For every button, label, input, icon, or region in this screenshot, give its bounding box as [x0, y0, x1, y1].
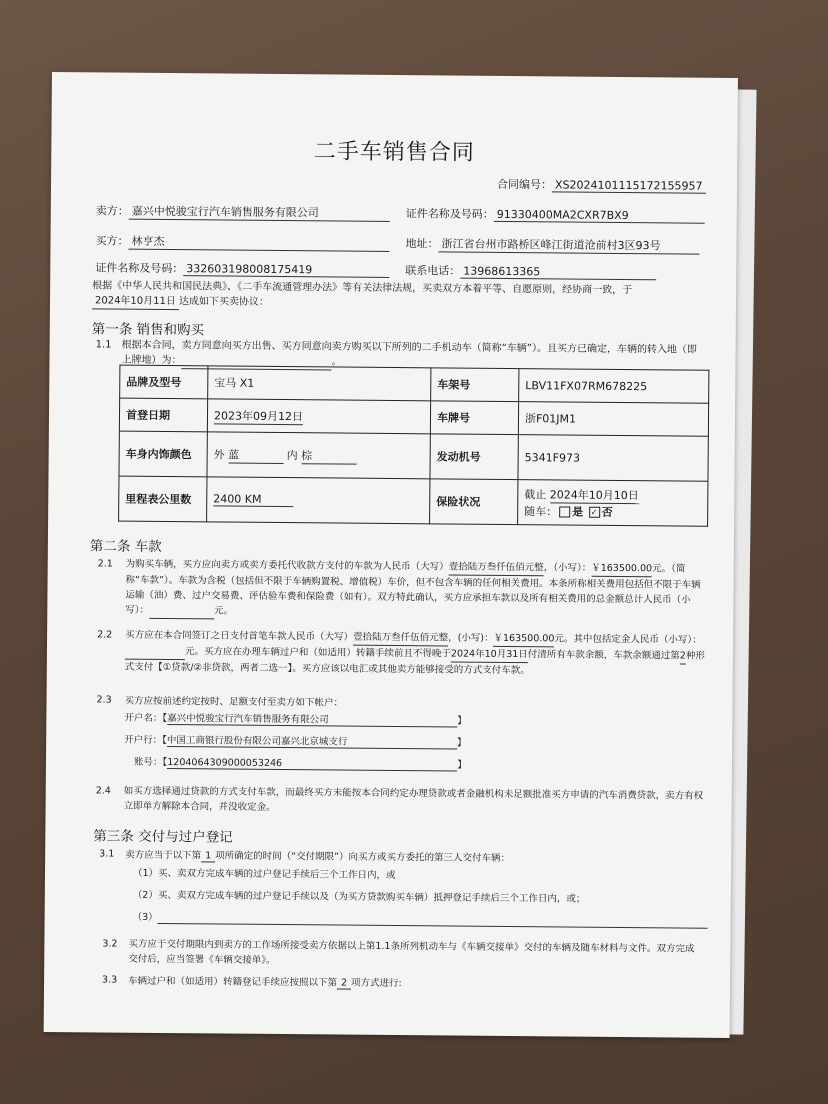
mileage-cell: 2400 KM [207, 477, 430, 524]
reg-date-label: 首登日期 [119, 398, 207, 432]
contract-title: 二手车销售合同 [313, 139, 475, 166]
brand-value: 宝马 X1 [208, 366, 431, 401]
clause-number: 1.1 [95, 339, 112, 351]
buyer-phone: 13968613365 [460, 265, 656, 281]
color-label: 车身内饰颜色 [119, 431, 207, 477]
buyer-row: 买方： 林亨杰 [95, 232, 389, 252]
clause-number: 2.2 [97, 629, 113, 641]
checkbox-yes[interactable] [559, 506, 570, 517]
exterior-color: 蓝 [228, 446, 283, 463]
option-3: （3） [133, 909, 708, 929]
vehicle-info-table [118, 365, 709, 527]
seller-name: 嘉兴中悦骏宝行汽车销售服务有限公司 [129, 203, 390, 222]
reg-date-cell: 2023年09月12日 [207, 399, 430, 434]
clause-2-1: 为购买车辆，买方应向卖方或卖方委托代收款方支付的车款为人民币（大写）壹拾陆万叁仟伍佰元整，（小写）：￥163500.00元。（简称“车款”）。车款为含税（包括但不限于车辆购置税、增值税）车价，但不包含车辆的任何相关费用。本条所称相关费用包括但不限于车辆运输（油）费、过户交易费、评估验车费和保险费（如有）。双方特此确认，买方应承担车款以及所有相关费用的总金额总计人民币（小写）： 元。 [125, 557, 708, 624]
seller-cert: 91330400MA2CXR7BX9 [494, 208, 705, 224]
vin-value: LBV11FX07RM678225 [519, 369, 709, 404]
clause-3-2: 买方应于交付期限内到卖方的工作场所接受卖方依据以上第1.1条所列机动车与《车辆交接单》交付的车辆及随车材料与文件。双方完成交付后，应当签署《车辆交接单》。 [128, 938, 695, 966]
article-3-heading: 第三条 交付与过户登记 [93, 828, 233, 846]
clause-number: 2.4 [95, 785, 111, 797]
contract-page [44, 72, 738, 1038]
engine-value: 5341F973 [518, 435, 708, 482]
checkbox-no[interactable]: ✓ [589, 507, 600, 518]
seller-row: 卖方： 嘉兴中悦骏宝行汽车销售服务有限公司 [96, 202, 390, 222]
account-number-row: 账号：【1204064309000053246 】 [133, 756, 467, 771]
buyer-address-row: 地址： 浙江省台州市路桥区峰江街道沧前村3区93号 [405, 235, 699, 255]
clause-number: 3.3 [102, 974, 118, 986]
interior-color: 棕 [301, 447, 356, 464]
article-2-heading: 第二条 车款 [89, 538, 162, 555]
article-1-heading: 第一条 销售和购买 [91, 321, 205, 339]
clause-number: 2.3 [96, 694, 112, 706]
buyer-phone-row: 联系电话： 13968613365 [405, 262, 656, 280]
insurance-cell: 截止 2024年10月10日 随车： 是 ✓ 否 [518, 480, 708, 527]
mileage-label: 里程表公里数 [119, 476, 207, 522]
clause-3-1: 卖方应当于以下第 1 项所确定的时间（“交付期限”）向买方或买方委托的第三人交付车辆： [125, 849, 511, 865]
clause-1-1: 根据本合同，卖方同意向买方出售、买方同意向卖方购买以下所列的二手机动车（简称“车辆”）。且买方已确定，车辆的转入地（即上牌地）为： 。 [121, 338, 706, 374]
insurance-label: 保险状况 [430, 479, 518, 525]
color-cell: 外 蓝 内 棕 [207, 432, 430, 479]
plate-value: 浙F01JM1 [518, 402, 708, 437]
clause-number: 3.2 [102, 938, 118, 950]
clause-2-2: 买方应在本合同签订之日支付首笔车款人民币（大写）壹拾陆万叁仟伍佰元整，(小写)：￥163500.00元。其中包括定金人民币（小写）： 元。买方应在办理车辆过户和（如适用）转籍手续前且不得晚于2024年10月31日付清所有车款余额，车款余额通过第2种形式支付【①贷款/②非贷款，两者二选一】。买方应该以电汇或其他卖方能够接受的方式支付车款。 [124, 629, 705, 677]
clause-2-4: 如买方选择通过贷款的方式支付车款，而最终买方未能按本合同约定办理贷款或者金融机构未足额批准买方申请的汽车消费贷款，卖方有权立即单方解除本合同，并没收定金。 [123, 785, 704, 813]
option-1: （1）买、卖双方完成车辆的过户登记手续后三个工作日内，或 [132, 867, 396, 882]
account-name-row: 开户名：【嘉兴中悦骏宝行汽车销售服务有限公司 】 [124, 710, 466, 728]
buyer-name: 林亨杰 [128, 233, 389, 252]
account-name: 嘉兴中悦骏宝行汽车销售服务有限公司 [167, 710, 457, 728]
clause-number: 2.1 [97, 558, 113, 570]
engine-label: 发动机号 [430, 434, 518, 480]
buyer-id-row: 证件名称及号码： 332603198008175419 [95, 259, 389, 278]
option-2: （2）买、卖双方完成车辆的过户登记手续以及（为买方贷款购买车辆）抵押登记手续后三个工作日内，或； [132, 889, 586, 905]
clause-number: 3.1 [99, 848, 115, 860]
contract-number: 合同编号： XS2024101115172155957 [497, 176, 706, 194]
brand-label: 品牌及型号 [120, 365, 208, 399]
bank-name: 中国工商银行股份有限公司嘉兴北京城支行 [167, 732, 457, 750]
intro-paragraph: 根据《中华人民共和国民法典》、《二手车流通管理办法》等有关法律法规，买卖双方本着平等、自愿原则，经协商一致，于2024年10月11日 达成如下买卖协议： [92, 278, 712, 314]
seller-cert-row: 证件名称及号码： 91330400MA2CXR7BX9 [406, 205, 705, 224]
account-number: 1204064309000053246 [167, 757, 457, 772]
buyer-id: 332603198008175419 [183, 262, 389, 278]
plate-label: 车牌号 [430, 401, 518, 435]
clause-2-3: 买方应按前述约定按时、足额支付至卖方如下帐户： [124, 695, 344, 709]
clause-3-3: 车辆过户和（如适用）转籍登记手续应按照以下第 2 项方式进行: [128, 975, 402, 990]
vin-label: 车架号 [431, 368, 519, 402]
bank-row: 开户行：【中国工商银行股份有限公司嘉兴北京城支行 】 [124, 732, 466, 750]
buyer-address: 浙江省台州市路桥区峰江街道沧前村3区93号 [438, 235, 699, 254]
